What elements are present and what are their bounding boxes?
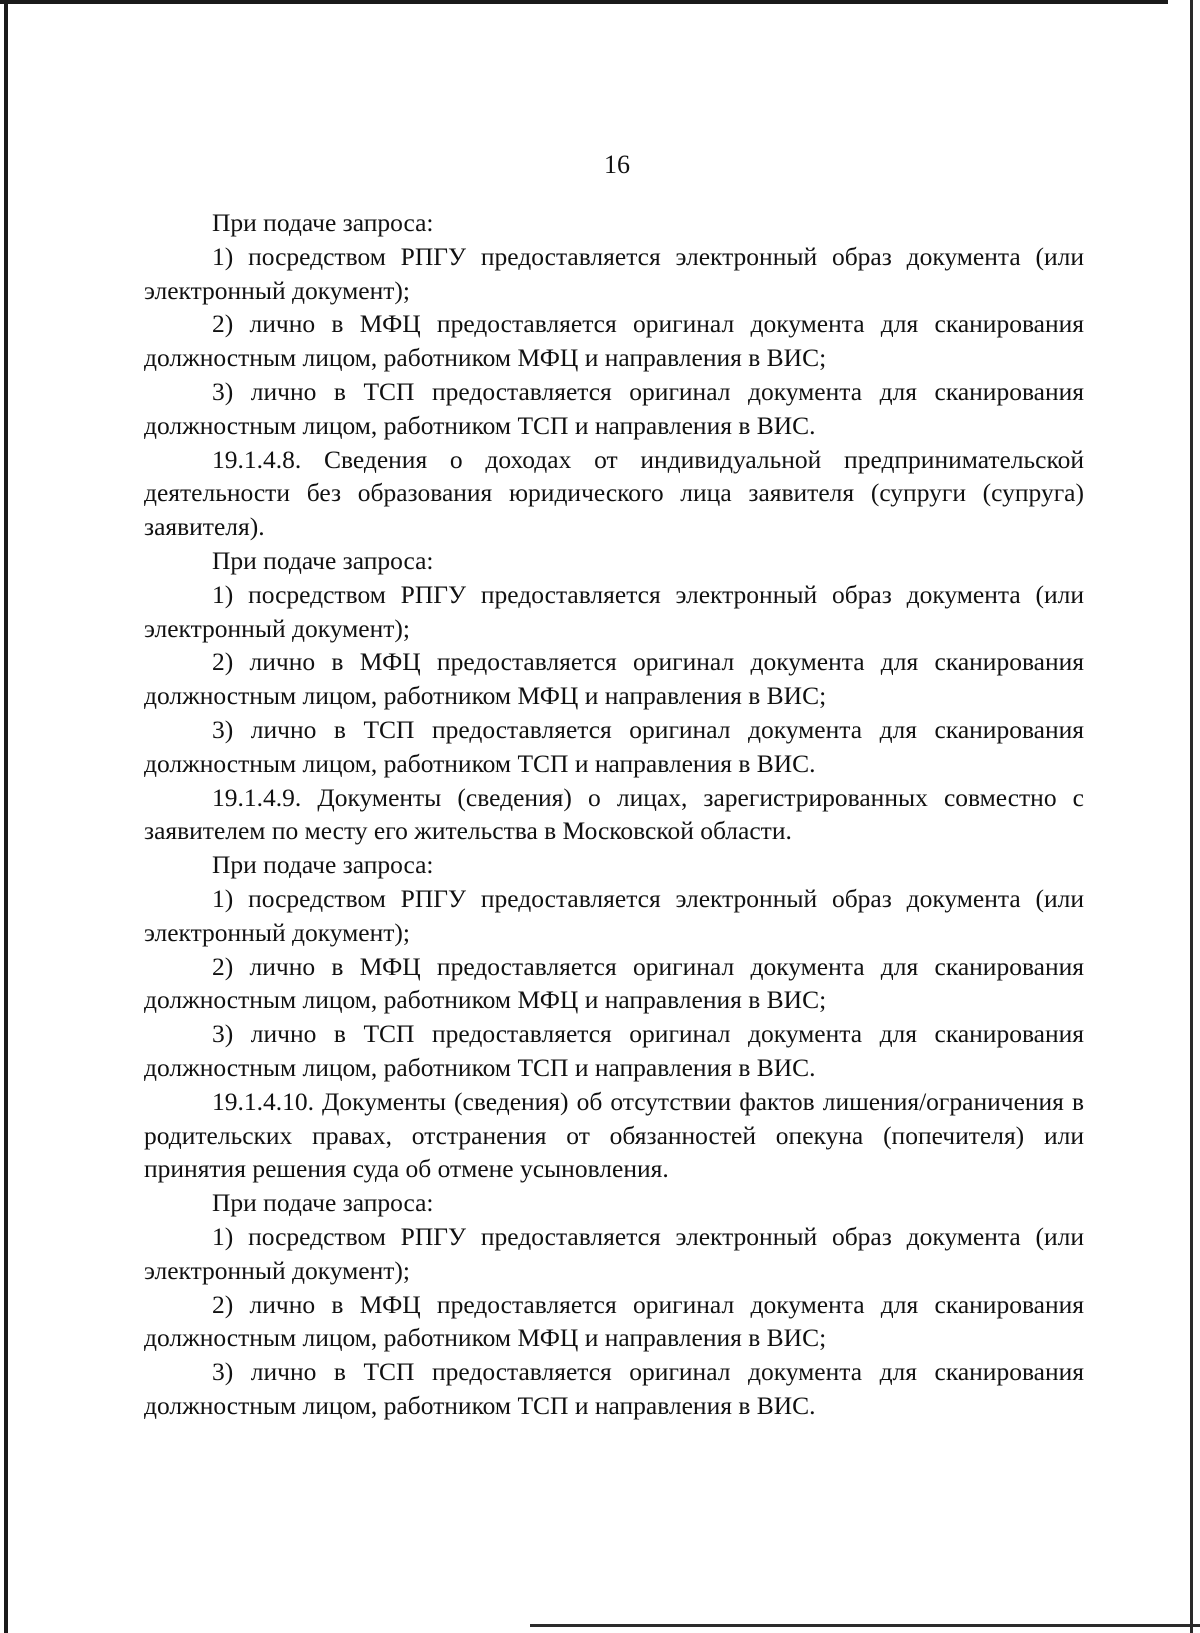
paragraph-rpgu-1: 1) посредством РПГУ предоставляется электронный образ документа (или электронный документ);	[144, 241, 1084, 305]
scan-edge-top	[0, 0, 1168, 4]
document-body	[144, 206, 1084, 1423]
paragraph-mfc-2: 2) лично в МФЦ предоставляется оригинал документа для сканирования должностным лицом, работником МФЦ и направления в ВИС;	[144, 647, 1084, 711]
paragraph-mfc-1: 2) лично в МФЦ предоставляется оригинал документа для сканирования должностным лицом, работником МФЦ и направления в ВИС;	[144, 309, 1084, 373]
scan-edge-left	[4, 0, 8, 1633]
scan-edge-right	[1190, 0, 1193, 1633]
paragraph-section-19-1-4-8: 19.1.4.8. Сведения о доходах от индивидуальной предпринимательской деятельности без образования юридического лица заявителя (супруги (супруга) заявителя).	[144, 444, 1084, 542]
paragraph-request-intro-2: При подаче запроса:	[212, 545, 434, 575]
paragraph-section-19-1-4-10: 19.1.4.10. Документы (сведения) об отсутствии фактов лишения/ограничения в родительских правах, отстранения от обязанностей опекуна (попечителя) или принятия решения суда об отмене усыновления.	[144, 1086, 1084, 1184]
paragraph-tsp-1: 3) лично в ТСП предоставляется оригинал документа для сканирования должностным лицом, работником ТСП и направления в ВИС.	[144, 376, 1084, 440]
paragraph-rpgu-3: 1) посредством РПГУ предоставляется электронный образ документа (или электронный документ);	[144, 883, 1084, 947]
paragraph-tsp-4: 3) лично в ТСП предоставляется оригинал документа для сканирования должностным лицом, работником ТСП и направления в ВИС.	[144, 1357, 1084, 1420]
paragraph-rpgu-2: 1) посредством РПГУ предоставляется электронный образ документа (или электронный документ);	[144, 579, 1084, 643]
paragraph-tsp-3: 3) лично в ТСП предоставляется оригинал документа для сканирования должностным лицом, работником ТСП и направления в ВИС.	[144, 1019, 1084, 1082]
scan-edge-bottom	[530, 1624, 1200, 1627]
paragraph-section-19-1-4-9: 19.1.4.9. Документы (сведения) о лицах, зарегистрированных совместно с заявителем по месту его жительства в Московской области.	[144, 782, 1084, 846]
paragraph-tsp-2: 3) лично в ТСП предоставляется оригинал документа для сканирования должностным лицом, работником ТСП и направления в ВИС.	[144, 714, 1084, 778]
paragraph-request-intro-4: При подаче запроса:	[212, 1188, 434, 1218]
page-number: 16	[604, 150, 630, 179]
paragraph-mfc-4: 2) лично в МФЦ предоставляется оригинал документа для сканирования должностным лицом, работником МФЦ и направления в ВИС;	[144, 1289, 1084, 1353]
paragraph-rpgu-4: 1) посредством РПГУ предоставляется электронный образ документа (или электронный документ);	[144, 1221, 1084, 1285]
paragraph-request-intro-3: При подаче запроса:	[212, 850, 434, 880]
paragraph-request-intro-1: При подаче запроса:	[212, 208, 434, 237]
paragraph-mfc-3: 2) лично в МФЦ предоставляется оригинал документа для сканирования должностным лицом, работником МФЦ и направления в ВИС;	[144, 951, 1084, 1015]
